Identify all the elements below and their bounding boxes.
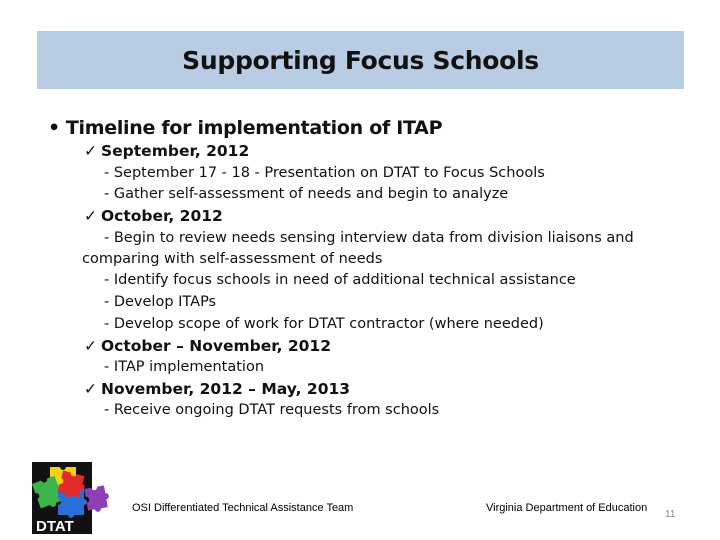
timeline-heading: ✓ September, 2012 <box>84 142 250 160</box>
timeline-subitem: - Receive ongoing DTAT requests from schools <box>104 402 440 418</box>
timeline-heading: ✓ November, 2012 – May, 2013 <box>84 380 351 398</box>
slide-title: Supporting Focus Schools <box>182 45 539 75</box>
main-bullet-text: Timeline for implementation of ITAP <box>65 117 443 139</box>
timeline-subitem: - September 17 - 18 - Presentation on DTAT to Focus Schools <box>104 165 545 181</box>
footer-left-text: OSI Differentiated Technical Assistance Team <box>132 502 354 514</box>
dtat-logo <box>30 460 110 536</box>
checkmark-icon: ✓ <box>84 337 97 355</box>
timeline-subitem-continued: comparing with self-assessment of needs <box>82 251 383 267</box>
timeline-subitem: - Develop scope of work for DTAT contractor (where needed) <box>104 316 544 332</box>
logo-text: DTAT <box>36 518 74 535</box>
footer-right-text: Virginia Department of Education <box>486 502 648 514</box>
page-number: 11 <box>665 509 676 520</box>
timeline-heading: ✓ October – November, 2012 <box>84 337 332 355</box>
timeline-subitem: - Develop ITAPs <box>104 294 217 310</box>
timeline-subitem: - Gather self-assessment of needs and begin to analyze <box>104 186 509 202</box>
timeline-subitem: - Identify focus schools in need of additional technical assistance <box>104 272 576 288</box>
main-bullet <box>48 117 442 139</box>
timeline-heading: ✓ October, 2012 <box>84 207 223 225</box>
timeline-subitem: - ITAP implementation <box>104 359 265 375</box>
checkmark-icon: ✓ <box>84 142 97 160</box>
timeline-subitem: - Begin to review needs sensing interview data from division liaisons and <box>104 230 634 246</box>
checkmark-icon: ✓ <box>84 207 97 225</box>
checkmark-icon: ✓ <box>84 380 97 398</box>
bullet-icon: • <box>48 117 60 139</box>
